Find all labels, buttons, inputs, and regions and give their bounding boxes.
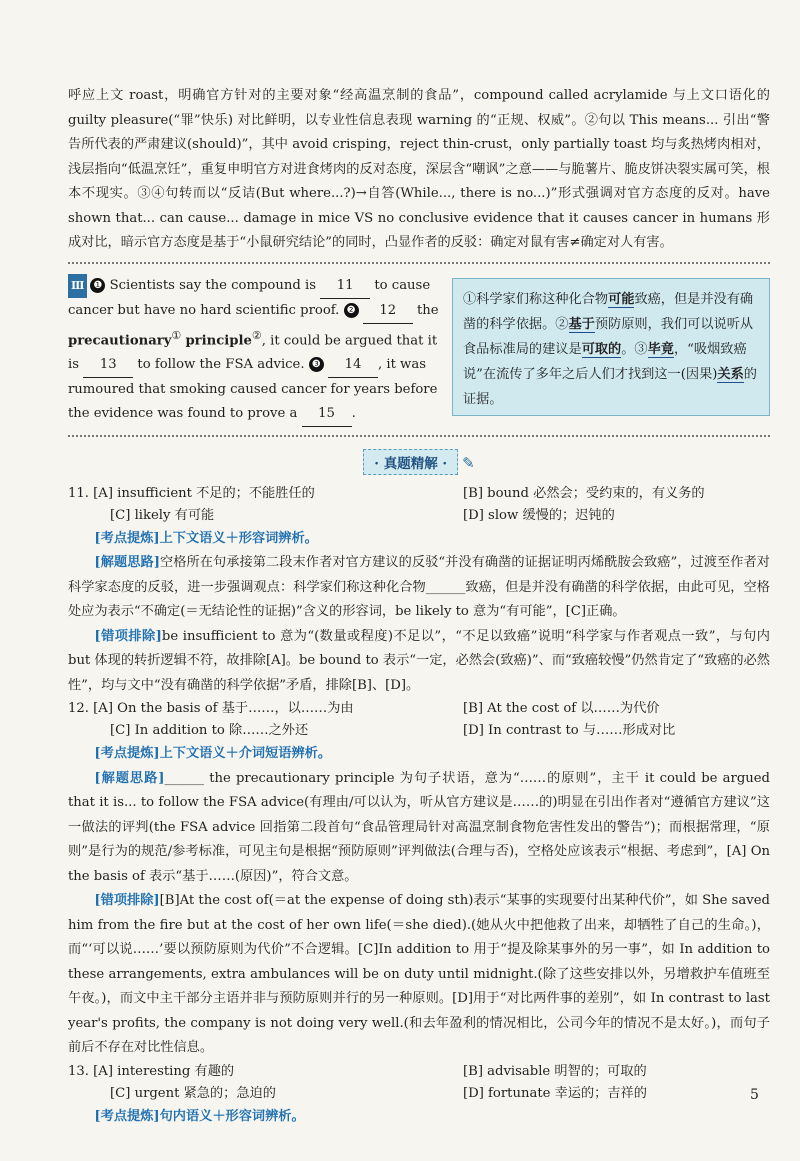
sentence-num-3: ❸ xyxy=(309,357,324,372)
elimination-text: [B]At the cost of(＝at the expense of doing sth)表示“某事的实现要付出某种代价”，如 She saved him from the fire but at the cost of her own life(＝she died).(她从火中把他救了出来，却牺牲了自己的生命。)，而“‘可以说……’要以预防原则为代价”不合逻辑。[C]In addition to 用于“提及除某事外的另一事”，如 In addition to these arrangements, extra ambulances will be on duty until midnight.(除了这些安排以外，另增救护车值班至午夜。)，而文中主干部分主语并非与预防原则并行的另一种原则。[D]用于“对比两件事的差别”，如 In contrast to last year's profits, the company is not doing very well.(和去年盈利的情况相比，公司今年的情况不是太好。)，而句子前后不存在对比性信息。 xyxy=(68,893,770,1056)
q11-elimination xyxy=(68,625,770,699)
intro-paragraph: 呼应上文 roast，明确官方针对的主要对象“经高温烹制的食品”，compound called acrylamide 与上文口语化的 guilty pleasure(“罪”快乐) 对比鲜明，以专业性信息表现 warning 的“正规、权威”。②句以 This means... 引出“警告所代表的严肃建议(should)”，其中 avoid crisping，reject thin-crust，only partially toast 均与炙热烤肉相对，浅层指向“低温烹饪”，重复申明官方对进食烤肉的反对态度，深层含“嘲讽”之意——与脆薯片、脆皮饼决裂实属可笑，根本不现实。③④句转而以“反诘(But where...?)→自答(While..., there is no...)”形式强调对官方态度的反对。have shown that... can cause... damage in mice VS no conclusive evidence that it causes cancer in humans 形成对比，暗示官方态度是基于“小鼠研究结论”的同时，凸显作者的反驳：确定对鼠有害≠确定对人有害。 xyxy=(68,88,770,250)
note-highlight: 可取的 xyxy=(581,341,622,357)
passage-s2c: to follow the FSA advice. xyxy=(137,356,305,372)
section-header xyxy=(68,449,770,475)
passage-text xyxy=(68,274,440,427)
q12-option-a: 12. [A] On the basis of 基于……，以……为由 xyxy=(68,701,354,717)
blank-11[interactable]: 11 xyxy=(320,274,370,299)
note-text: 的证据。 xyxy=(463,366,757,407)
q13-options-row2 xyxy=(68,1083,770,1105)
blank-14[interactable]: 14 xyxy=(328,353,378,378)
term-precautionary: precautionary xyxy=(68,332,172,348)
q12-option-c: [C] In addition to 除……之外还 xyxy=(110,723,309,739)
q12-options-row2 xyxy=(68,720,770,742)
analysis-text: 空格所在句承接第二段末作者对官方建议的反驳“并没有确凿的证据证明丙烯酰胺会致癌”，过渡至作者对科学家态度的反驳，进一步强调观点：科学家们称这种化合物______致癌，但是并没有确凿的科学依据，由此可见，空格处应为表示“不确定(＝无结论性的证据)”含义的形容词，be likely to 意为“有可能”，[C]正确。 xyxy=(68,555,770,620)
passage-section xyxy=(68,274,770,427)
q13-option-a: 13. [A] interesting 有趣的 xyxy=(68,1063,235,1079)
blank-15[interactable]: 15 xyxy=(302,402,352,427)
divider xyxy=(68,435,770,437)
q12-analysis xyxy=(68,767,770,890)
q13-option-b: [B] advisable 明智的；可取的 xyxy=(463,1063,647,1079)
note-highlight: 毕竟 xyxy=(647,341,674,357)
q13-options-row1 xyxy=(68,1061,770,1083)
q13-keypoint xyxy=(68,1105,770,1130)
page-number: 5 xyxy=(750,1087,759,1103)
passage-s1a: Scientists say the compound is xyxy=(109,277,316,293)
tag-label: [解题思路] xyxy=(94,555,160,571)
q12-option-b: [B] At the cost of 以……为代价 xyxy=(463,701,660,717)
q11-option-c: [C] likely 有可能 xyxy=(110,507,215,523)
note-text: 预防原则，我们可以说听从食品标准局的建议是 xyxy=(463,316,754,357)
footnote-1: ① xyxy=(171,328,182,342)
blank-12[interactable]: 12 xyxy=(363,299,413,324)
section-mark: Ⅲ xyxy=(68,274,87,298)
page-content xyxy=(68,84,770,1129)
tag-label: [考点提炼] xyxy=(94,1108,160,1124)
tag-label: [考点提炼] xyxy=(94,530,160,546)
sentence-num-1: ❶ xyxy=(90,278,105,293)
note-highlight: 可能 xyxy=(608,291,635,307)
passage-s1b: to cause cancer but have no hard scientific proof. xyxy=(68,277,431,318)
passage-s2b: , it could be argued that it is xyxy=(68,332,438,372)
q12-keypoint xyxy=(68,742,770,767)
tag-label: [错项排除] xyxy=(94,893,160,909)
term-principle: principle xyxy=(185,332,252,348)
divider xyxy=(68,262,770,264)
keypoint-text: 句内语义＋形容词辨析。 xyxy=(159,1108,305,1124)
q11-option-d: [D] slow 缓慢的；迟钝的 xyxy=(463,507,615,523)
elimination-text: be insufficient to 意为“(数量或程度)不足以”，“不足以致癌”说明“科学家与作者观点一致”，与句内 but 体现的转折逻辑不符，故排除[A]。be bound to 表示“一定，必然会(致癌)”、而“致癌较慢”仍然肯定了“致癌的必然性”，均与文中“没有确凿的科学依据”矛盾，排除[B]、[D]。 xyxy=(68,628,770,693)
q13-option-d: [D] fortunate 幸运的；吉祥的 xyxy=(463,1085,647,1101)
tag-label: [错项排除] xyxy=(94,628,162,644)
blank-13[interactable]: 13 xyxy=(83,353,133,378)
note-text: 致癌，但是并没有确凿的科学依据。② xyxy=(463,291,754,332)
q11-options-row1 xyxy=(68,483,770,505)
passage-s3a: , it was rumoured that smoking caused cancer for years before the evidence was found to prove a xyxy=(68,356,438,421)
section-header-label: · 真题精解 · xyxy=(363,449,458,475)
note-text: 。③ xyxy=(621,341,648,357)
tag-label: [考点提炼] xyxy=(94,746,160,762)
q11-options-row2 xyxy=(68,505,770,527)
q12-elimination xyxy=(68,889,770,1061)
note-highlight: 基于 xyxy=(568,316,595,332)
q12-option-d: [D] In contrast to 与……形成对比 xyxy=(463,723,676,739)
analysis-text: ______ the precautionary principle 为句子状语，意为“……的原则”，主干 it could be argued that it is... to follow the FSA advice(有理由/可以认为，听从官方建议是……的)明显在引出作者对“遵循官方建议”这一做法的评判(the FSA advice 回指第二段首句“食品管理局针对高温烹制食物危害性发出的警告”)；而根据常理，“原则”是行为的规范/参考标准，可见主句是根据“预防原则”评判做法(合理与否)，空格处应该表示“根据、考虑到”，[A] On the basis of 表示“基于……(原因)”，符合文意。 xyxy=(68,770,771,884)
q11-option-a: 11. [A] insufficient 不足的；不能胜任的 xyxy=(68,485,315,501)
passage-s2a: the xyxy=(416,302,439,318)
q11-option-b: [B] bound 必然会；受约束的，有义务的 xyxy=(463,485,705,501)
q11-keypoint xyxy=(68,527,770,552)
footnote-2: ② xyxy=(251,328,262,342)
note-highlight: 关系 xyxy=(717,366,744,382)
pen-icon: ✎ xyxy=(462,453,475,472)
keypoint-text: 上下文语义＋形容词辨析。 xyxy=(159,530,318,546)
q11-analysis xyxy=(68,551,770,625)
translation-box xyxy=(452,278,770,416)
q13-option-c: [C] urgent 紧急的；急迫的 xyxy=(110,1085,276,1101)
note-text: ①科学家们称这种化合物 xyxy=(463,291,609,307)
tag-label: [解题思路] xyxy=(94,770,165,786)
keypoint-text: 上下文语义＋介词短语辨析。 xyxy=(159,746,332,762)
sentence-num-2: ❷ xyxy=(344,303,359,318)
passage-s3b: . xyxy=(351,405,356,421)
q12-options-row1 xyxy=(68,698,770,720)
note-text: ，“吸烟致癌说”在流传了多年之后人们才找到这一(因果) xyxy=(463,341,747,382)
